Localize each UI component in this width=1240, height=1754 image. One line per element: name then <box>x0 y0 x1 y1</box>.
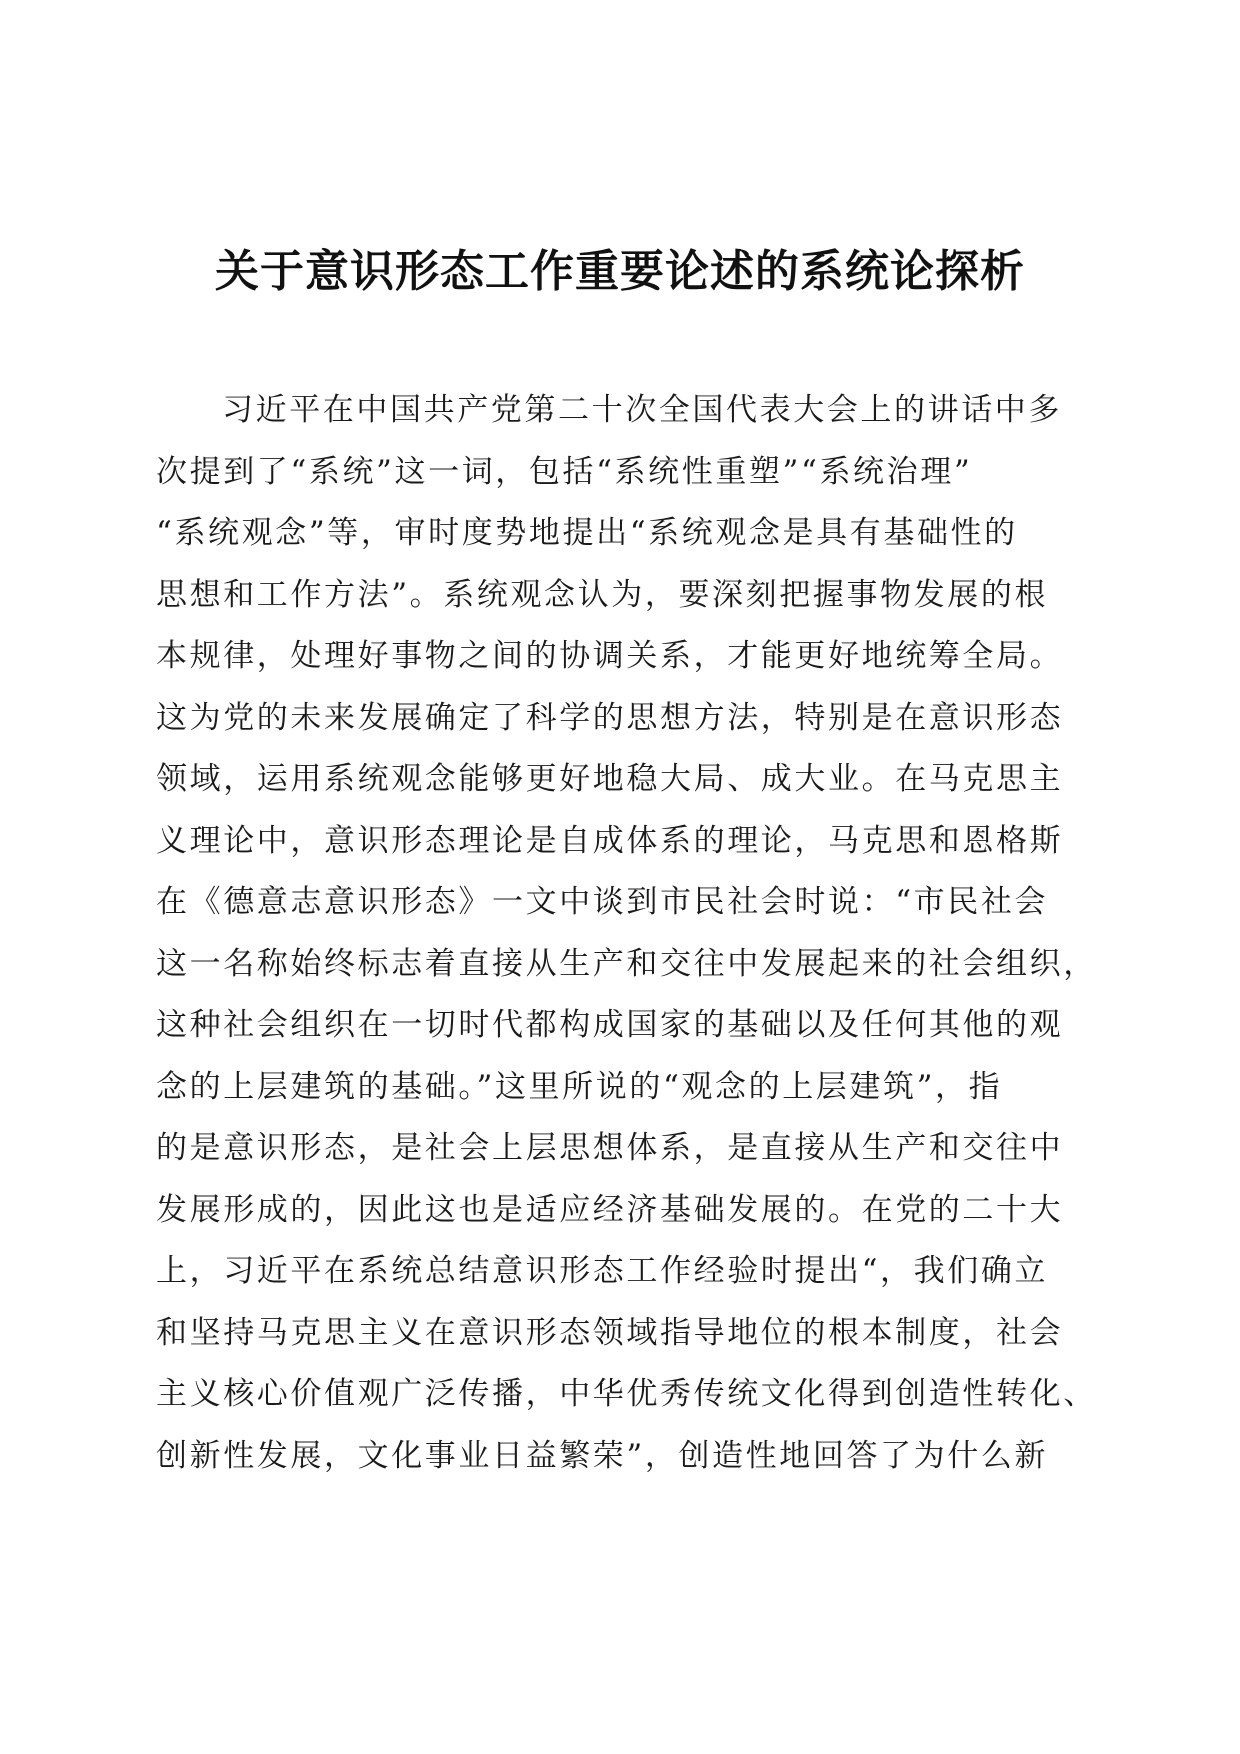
body-line: 主义核心价值观广泛传播，中华优秀传统文化得到创造性转化、 <box>156 1376 1097 1412</box>
body-line: 习近平在中国共产党第二十次全国代表大会上的讲话中多 <box>222 392 1062 428</box>
body-line: “系统观念”等，审时度势地提出“系统观念是具有基础性的 <box>156 515 1018 551</box>
body-line: 发展形成的，因此这也是适应经济基础发展的。在党的二十大 <box>156 1191 1064 1228</box>
body-line: 和坚持马克思主义在意识形态领域指导地位的根本制度，社会 <box>156 1314 1064 1351</box>
body-line: 上，习近平在系统总结意识形态工作经验时提出“，我们确立 <box>156 1253 1049 1289</box>
body-line: 的是意识形态，是社会上层思想体系，是直接从生产和交往中 <box>156 1130 1064 1166</box>
body-line: 次提到了“系统”这一词，包括“系统性重塑”“系统治理” <box>156 453 973 490</box>
body-line: 念的上层建筑的基础。”这里所说的“观念的上层建筑”，指 <box>156 1068 1003 1105</box>
body-line: 义理论中，意识形态理论是自成体系的理论，马克思和恩格斯 <box>156 822 1064 859</box>
document-body <box>156 380 1096 1487</box>
body-line: 这一名称始终标志着直接从生产和交往中发展起来的社会组织， <box>156 945 1097 982</box>
body-line: 这为党的未来发展确定了科学的思想方法，特别是在意识形态 <box>156 699 1064 736</box>
body-line: 在《德意志意识形态》一文中谈到市民社会时说：“市民社会 <box>156 884 1049 920</box>
document-title: 关于意识形态工作重要论述的系统论探析 <box>215 246 1025 297</box>
body-line: 思想和工作方法”。系统观念认为，要深刻把握事物发展的根 <box>156 576 1049 613</box>
body-line: 创新性发展，文化事业日益繁荣”，创造性地回答了为什么新 <box>156 1437 1049 1474</box>
body-line: 本规律，处理好事物之间的协调关系，才能更好地统筹全局。 <box>156 638 1064 674</box>
body-line: 领域，运用系统观念能够更好地稳大局、成大业。在马克思主 <box>156 761 1064 797</box>
body-line: 这种社会组织在一切时代都构成国家的基础以及任何其他的观 <box>156 1007 1064 1043</box>
